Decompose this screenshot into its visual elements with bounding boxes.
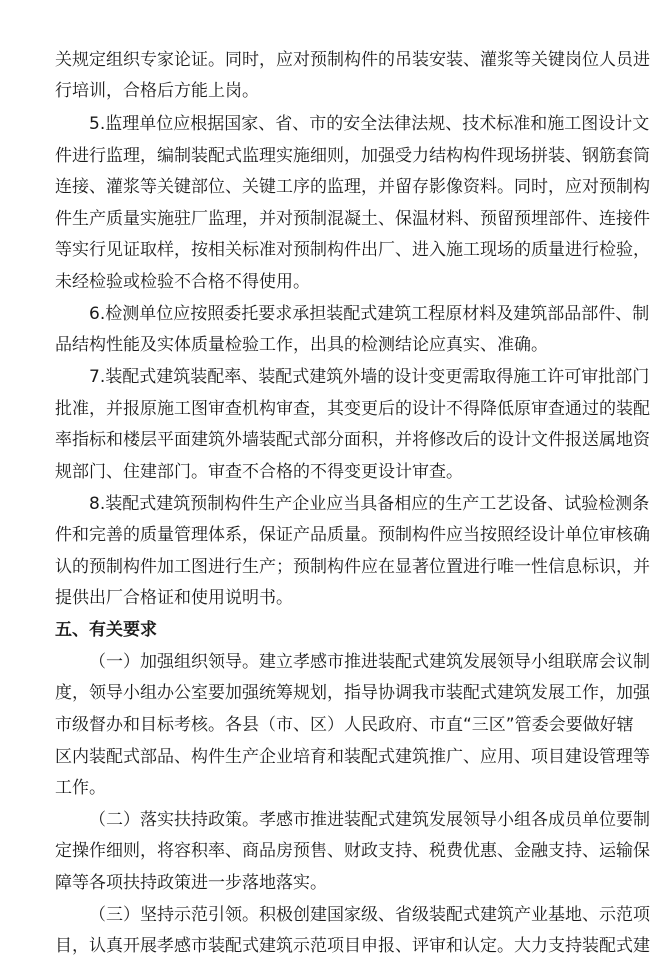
paragraph-8-line-2: 件和完善的质量管理体系，保证产品质量。预制构件应当按照经设计单位审核确 [55,525,650,545]
requirement-1-line-5: 工作。 [55,778,106,798]
text-line-1: 关规定组织专家论证。同时，应对预制构件的吊装安装、灌浆等关键岗位人员进 [55,50,650,70]
paragraph-8-line-3: 认的预制构件加工图进行生产；预制构件应在显著位置进行唯一性信息标识，并 [55,557,650,577]
paragraph-5-line-4: 件生产质量实施驻厂监理，并对预制混凝土、保温材料、预留预埋部件、连接件 [55,209,650,229]
paragraph-5-line-2: 件进行监理，编制装配式监理实施细则，加强受力结构构件现场拼装、钢筋套筒 [55,146,650,166]
requirement-1-line-1: （一）加强组织领导。建立孝感市推进装配式建筑发展领导小组联席会议制 [89,652,650,672]
paragraph-5-line-5: 等实行见证取样，按相关标准对预制构件出厂、进入施工现场的质量进行检验， [55,240,650,260]
paragraph-6-line-1: 6.检测单位应按照委托要求承担装配式建筑工程原材料及建筑部品部件、制 [89,304,650,324]
requirement-2-line-3: 障等各项扶持政策进一步落地落实。 [55,873,327,893]
paragraph-8-line-1: 8.装配式建筑预制构件生产企业应当具备相应的生产工艺设备、试验检测条 [89,494,650,514]
section-heading: 五、有关要求 [55,620,157,640]
paragraph-7-line-2: 批准，并报原施工图审查机构审查，其变更后的设计不得降低原审查通过的装配 [55,399,650,419]
requirement-1-line-4: 区内装配式部品、构件生产企业培育和装配式建筑推广、应用、项目建设管理等 [55,747,650,767]
requirement-1-line-2: 度，领导小组办公室要加强统筹规划，指导协调我市装配式建筑发展工作，加强 [55,683,650,703]
text-line-2: 行培训，合格后方能上岗。 [55,81,259,101]
requirement-3-line-1: （三）坚持示范引领。积极创建国家级、省级装配式建筑产业基地、示范项 [89,905,650,925]
paragraph-7-line-1: 7.装配式建筑装配率、装配式建筑外墙的设计变更需取得施工许可审批部门 [89,367,650,387]
paragraph-8-line-4: 提供出厂合格证和使用说明书。 [55,588,293,608]
paragraph-5-line-1: 5.监理单位应根据国家、省、市的安全法律法规、技术标准和施工图设计文 [89,114,650,134]
requirement-2-line-1: （二）落实扶持政策。孝感市推进装配式建筑发展领导小组各成员单位要制 [89,810,650,830]
requirement-3-line-2: 目，认真开展孝感市装配式建筑示范项目申报、评审和认定。大力支持装配式建 [55,936,650,956]
paragraph-6-line-2: 品结构性能及实体质量检验工作，出具的检测结论应真实、准确。 [55,335,548,355]
paragraph-7-line-4: 规部门、住建部门。审查不合格的不得变更设计审查。 [55,462,463,482]
paragraph-7-line-3: 率指标和楼层平面建筑外墙装配式部分面积，并将修改后的设计文件报送属地资 [55,430,650,450]
paragraph-5-line-6: 未经检验或检验不合格不得使用。 [55,272,310,292]
paragraph-5-line-3: 连接、灌浆等关键部位、关键工序的监理，并留存影像资料。同时，应对预制构 [55,177,650,197]
requirement-2-line-2: 定操作细则，将容积率、商品房预售、财政支持、税费优惠、金融支持、运输保 [55,841,650,861]
requirement-1-line-3: 市级督办和目标考核。各县（市、区）人民政府、市直“三区”管委会要做好辖 [55,715,634,735]
